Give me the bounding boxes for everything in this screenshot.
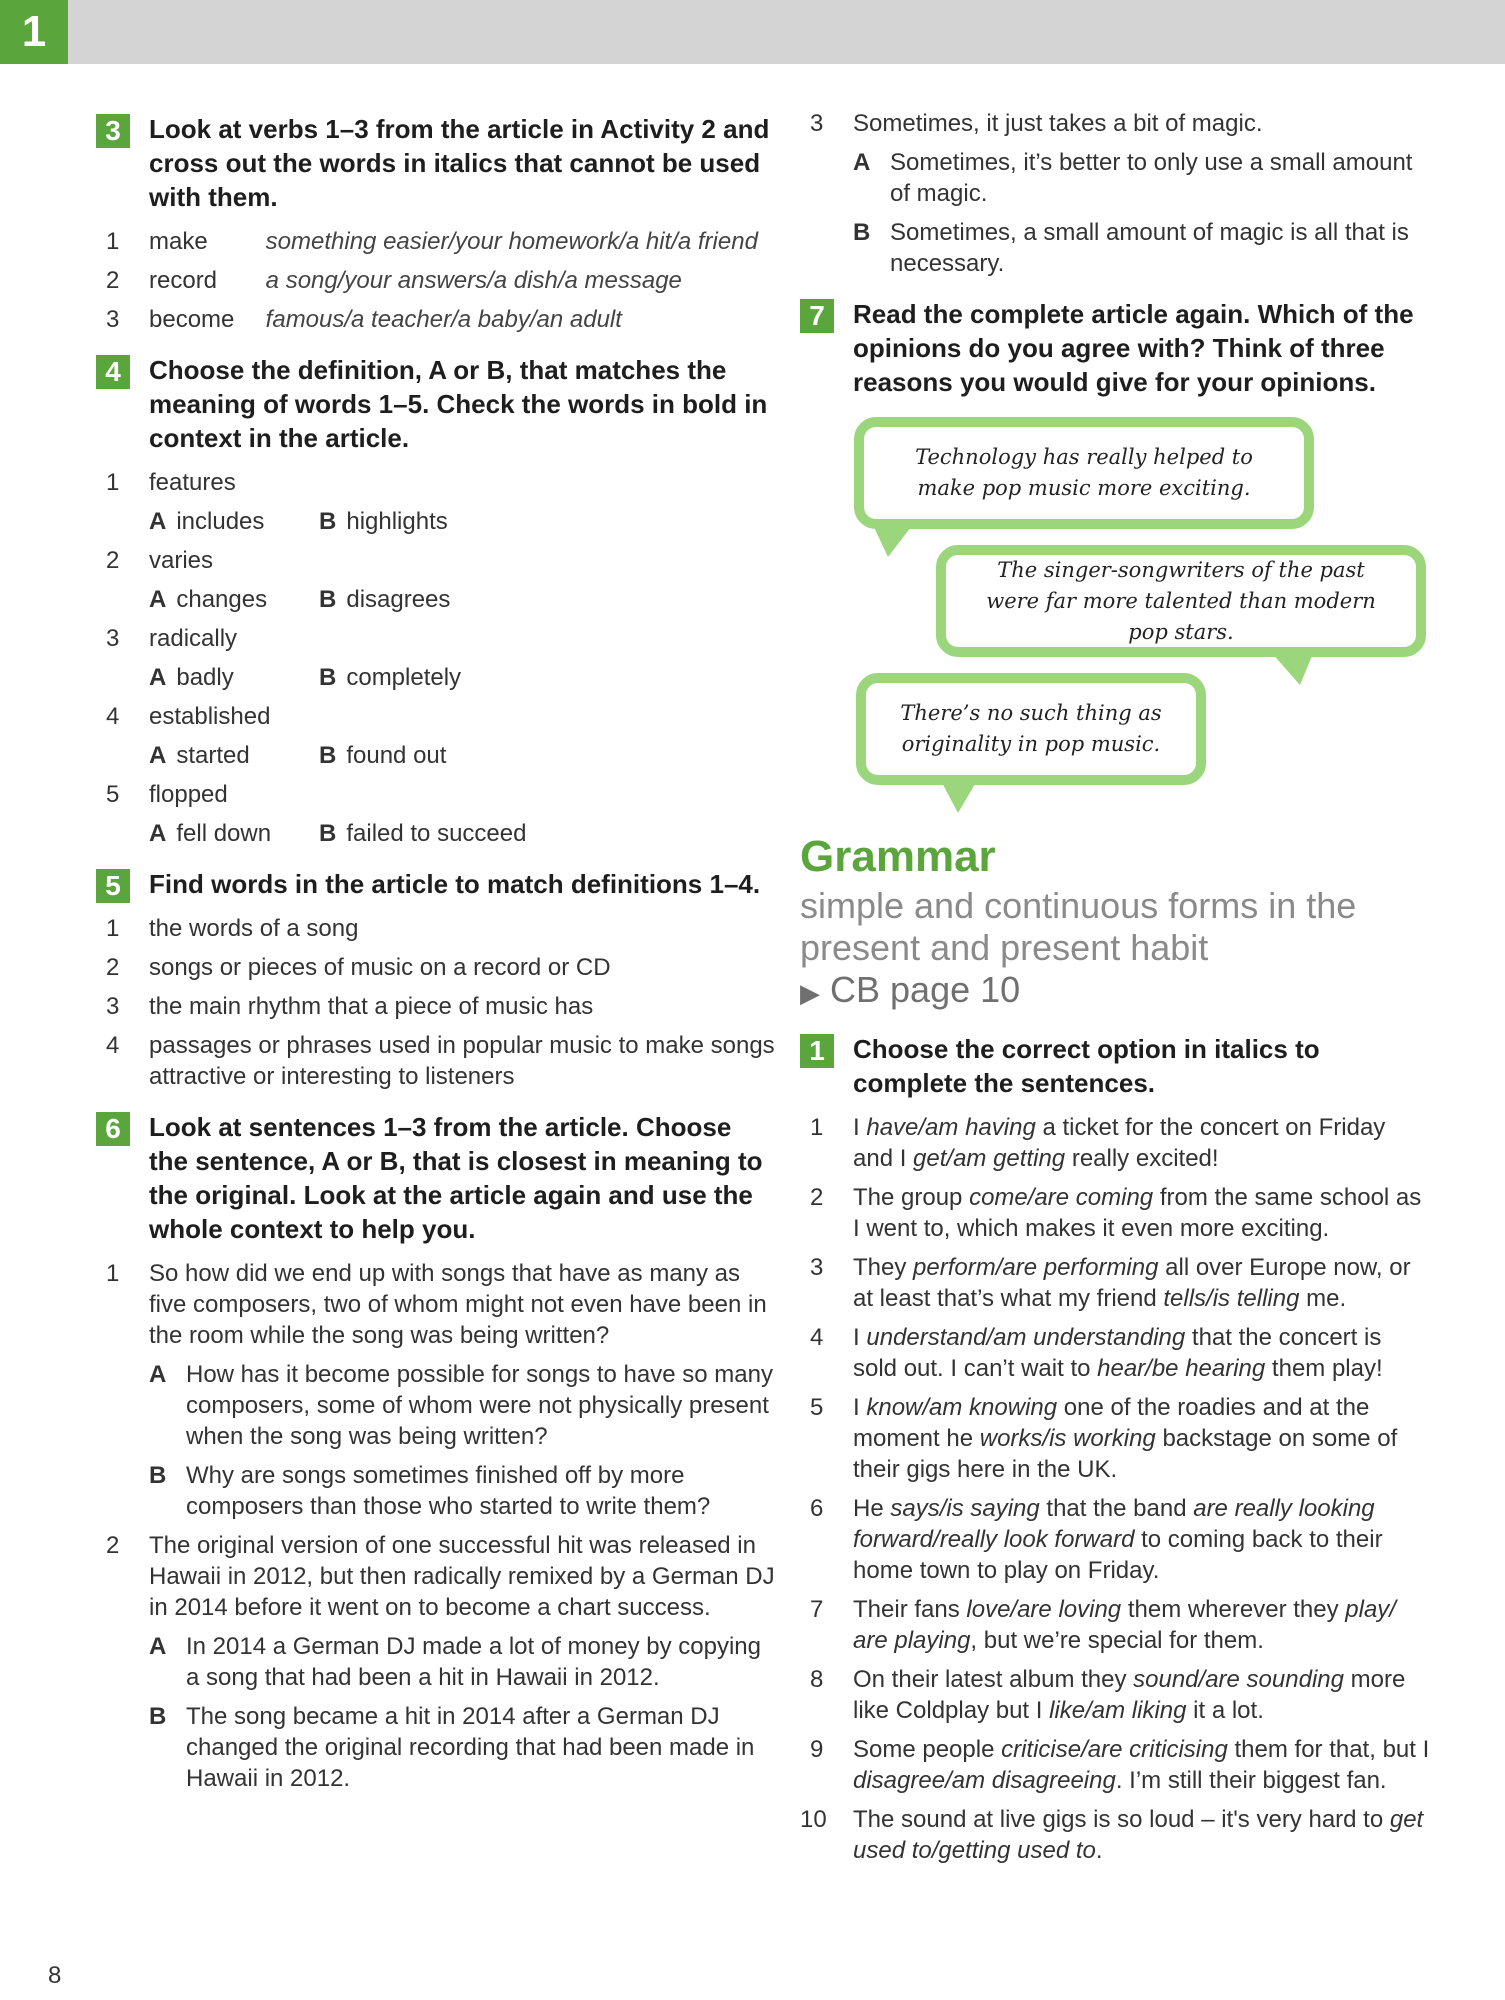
sentence-list (800, 1112, 1430, 1866)
list-item: 3 become famous/a teacher/a baby/an adult (106, 306, 622, 333)
top-bar (0, 0, 1505, 64)
list-item: 3 the main rhythm that a piece of music has (106, 993, 594, 1020)
unit-tab: 1 (0, 0, 68, 64)
activity-number-badge: 1 (800, 1034, 834, 1068)
grammar-section (800, 833, 1430, 1866)
list-item: 2 songs or pieces of music on a record or CD (106, 954, 611, 981)
activity-5 (96, 867, 776, 1092)
option-choice: are really looking forward/really look forward (853, 1495, 1375, 1553)
list-item: 2 varies (106, 547, 214, 574)
option-b: B Sometimes, a small amount of magic is all that is necessary. (853, 219, 1409, 277)
activity-instruction: Look at sentences 1–3 from the article. Choose the sentence, A or B, that is closest in meaning to the original. Look at the article again and use the whole context to help you. (149, 1112, 763, 1244)
list-item: 1 make something easier/your homework/a hit/a friend (106, 228, 758, 255)
list-item: 1 So how did we end up with songs that have as many as five composers, two of whom might not even have been in the room while the song was being written? (106, 1260, 767, 1349)
option-choice: perform/are performing (913, 1254, 1159, 1281)
sentence-item: 7 Their fans love/are loving them wherever they play/ are playing, but we’re special for them. (810, 1596, 1396, 1654)
word-options: famous/a teacher/a baby/an adult (265, 306, 622, 333)
ab-options: A fell down B failed to succeed (149, 820, 527, 847)
list-item: 3 Sometimes, it just takes a bit of magic. (810, 110, 1263, 137)
activity-instruction: Choose the definition, A or B, that matches the meaning of words 1–5. Check the words in bold in context in the article. (149, 355, 768, 453)
verb: make (149, 228, 208, 255)
activity-instruction: Look at verbs 1–3 from the article in Activity 2 and cross out the words in italics that cannot be used with them. (149, 114, 770, 212)
activity-7 (800, 297, 1430, 821)
option-choice: disagree/am disagreeing (853, 1767, 1116, 1794)
ab-options: A badly B completely (149, 664, 462, 691)
option-choice: works/is working (979, 1425, 1156, 1452)
list-item: 1 features (106, 469, 236, 496)
ab-options: A changes B disagrees (149, 586, 451, 613)
option-choice: like/am liking (1049, 1697, 1187, 1724)
option-a: A Sometimes, it’s better to only use a small amount of magic. (853, 149, 1413, 207)
option-choice: know/am knowing (866, 1394, 1058, 1421)
option-choice: tells/is telling (1163, 1285, 1300, 1312)
activity-4 (96, 353, 776, 849)
speech-bubble: Technology has really helped to make pop music more exciting. (854, 417, 1314, 529)
speech-bubble: The singer-songwriters of the past were far more talented than modern pop stars. (936, 545, 1426, 657)
option-choice: hear/be hearing (1097, 1355, 1266, 1382)
list-item: 3 radically (106, 625, 238, 652)
option-choice: play/ are playing (853, 1596, 1396, 1654)
option-choice: have/am having (866, 1114, 1036, 1141)
speech-bubble-tail (940, 779, 978, 813)
sentence-item: 6 He says/is saying that the band are really looking forward/really look forward to coming back to their home town to play on Friday. (810, 1495, 1383, 1584)
activity-number-badge: 6 (96, 1112, 130, 1146)
option-choice: says/is saying (890, 1495, 1040, 1522)
grammar-activity-1 (800, 1032, 1430, 1866)
option-choice: get/am getting (913, 1145, 1066, 1172)
option-b: B The song became a hit in 2014 after a German DJ changed the original recording that had been made in Hawaii in 2012. (149, 1703, 755, 1792)
activity-instruction: Find words in the article to match definitions 1–4. (149, 869, 761, 899)
list-item: 2 The original version of one successful hit was released in Hawaii in 2012, but then radically remixed by a German DJ in 2014 before it went on to become a chart success. (106, 1532, 775, 1621)
option-choice: understand/am understanding (866, 1324, 1186, 1351)
section-title: Grammar (800, 832, 996, 881)
speech-bubble: There’s no such thing as originality in pop music. (856, 673, 1206, 785)
sentence-item: 5 I know/am knowing one of the roadies and at the moment he works/is working backstage on some of their gigs here in the UK. (810, 1394, 1398, 1483)
sentence-item: 10 The sound at live gigs is so loud – it's very hard to get used to/getting used to. (800, 1806, 1424, 1864)
activity-instruction: Choose the correct option in italics to complete the sentences. (853, 1034, 1320, 1098)
option-a: A In 2014 a German DJ made a lot of money by copying a song that had been a hit in Hawaii in 2012. (149, 1633, 761, 1691)
option-choice: criticise/are criticising (1001, 1736, 1228, 1763)
speech-bubble-tail (872, 523, 914, 557)
list-item: 4 passages or phrases used in popular music to make songs attractive or interesting to listeners (106, 1032, 775, 1090)
sentence-item: 8 On their latest album they sound/are sounding more like Coldplay but I like/am liking it a lot. (810, 1666, 1406, 1724)
list-item: 1 the words of a song (106, 915, 359, 942)
option-choice: get used to/getting used to (853, 1806, 1424, 1864)
list-item: 5 flopped (106, 781, 228, 808)
speech-bubble-tail (1270, 651, 1314, 685)
play-arrow-icon: ▶ (800, 978, 820, 1008)
activity-number-badge: 7 (800, 299, 834, 333)
sentence-item: 1 I have/am having a ticket for the concert on Friday and I get/am getting really excited! (810, 1114, 1386, 1172)
ab-options: A includes B highlights (149, 508, 448, 535)
activity-3 (96, 112, 776, 335)
option-choice: come/are coming (969, 1184, 1154, 1211)
section-subtitle: simple and continuous forms in the present and present habit (800, 885, 1357, 968)
option-a: A How has it become possible for songs to have so many composers, some of whom were not physically present when the song was being written? (149, 1361, 773, 1450)
sentence-item: 9 Some people criticise/are criticising them for that, but I disagree/am disagreeing. I’m still their biggest fan. (810, 1736, 1430, 1794)
page-number: 8 (48, 1962, 62, 1989)
sentence-item: 2 The group come/are coming from the same school as I went to, which makes it even more exciting. (810, 1184, 1422, 1242)
activity-number-badge: 3 (96, 114, 130, 148)
list-item: 2 record a song/your answers/a dish/a message (106, 267, 682, 294)
right-column (800, 108, 1430, 1876)
word-options: something easier/your homework/a hit/a friend (265, 228, 758, 255)
coursebook-reference: ▶ CB page 10 (800, 969, 1021, 1010)
sentence-item: 4 I understand/am understanding that the concert is sold out. I can’t wait to hear/be hearing them play! (810, 1324, 1383, 1382)
left-column (96, 112, 776, 1804)
option-b: B Why are songs sometimes finished off by more composers than those who started to write them? (149, 1462, 711, 1520)
word-options: a song/your answers/a dish/a message (265, 267, 682, 294)
option-choice: sound/are sounding (1133, 1666, 1344, 1693)
activity-instruction: Read the complete article again. Which of the opinions do you agree with? Think of three reasons you would give for your opinions. (853, 299, 1414, 397)
activity-number-badge: 5 (96, 869, 130, 903)
activity-number-badge: 4 (96, 355, 130, 389)
verb: record (149, 267, 218, 294)
verb: become (149, 306, 235, 333)
list-item: 4 established (106, 703, 271, 730)
ab-options: A started B found out (149, 742, 447, 769)
activity-6 (96, 1110, 776, 1794)
sentence-item: 3 They perform/are performing all over Europe now, or at least that’s what my friend tells/is telling me. (810, 1254, 1411, 1312)
option-choice: love/are loving (966, 1596, 1122, 1623)
speech-bubbles (800, 411, 1430, 821)
